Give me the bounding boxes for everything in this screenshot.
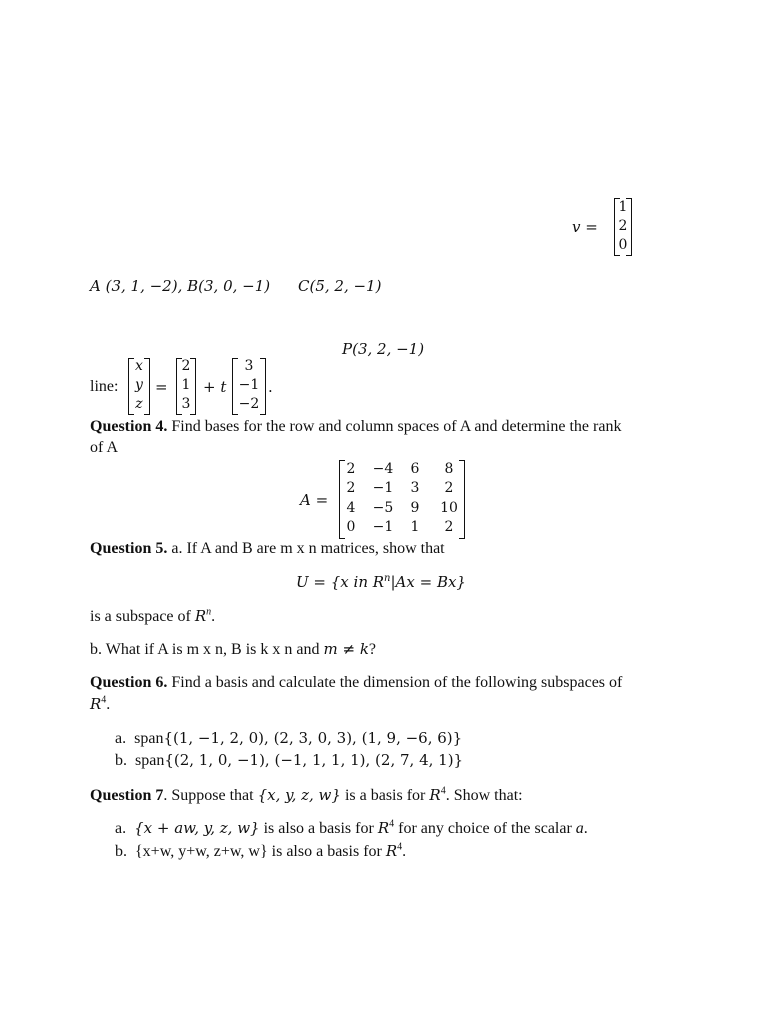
vector-v-label: v = [572,218,598,236]
points-ab: A (3, 1, −2), B(3, 0, −1) [90,277,271,295]
line-point-entry: 3 [181,396,191,412]
matrix-a-cell: 6 [410,461,420,477]
matrix-a-cell: −1 [372,480,394,496]
point-c: C(5, 2, −1) [298,277,382,295]
line-equals: = [155,378,168,396]
line-dir-entry: 3 [244,358,254,374]
vector-v-entry: 2 [618,218,628,234]
line-point-entry: 2 [181,358,191,374]
matrix-a-cell: −4 [372,461,394,477]
matrix-a-cell: 2 [346,461,356,477]
question-6-text: Question 6. Find a basis and calculate the dimension of the following subspaces of [90,674,623,691]
line-point-vector [176,358,196,415]
line-xyz-entry: z [135,396,143,412]
question-4-text: Question 4. Find bases for the row and column spaces of A and determine the rank [90,418,622,435]
matrix-a-label: A = [300,491,329,509]
vector-v-matrix [614,198,632,256]
question-6-item-a: a. span{(1, −1, 2, 0), (2, 3, 0, 3), (1, 9, −6, 6)} [115,729,463,747]
set-u-equation: U = {x in $R^n|Ax = Bx$} [296,573,466,591]
matrix-a-cell: 9 [410,500,420,516]
matrix-a-cell: 8 [444,461,454,477]
matrix-a-cell: 1 [410,519,420,535]
matrix-a-cell: −5 [372,500,394,516]
question-4-text-cont: of A [90,439,118,456]
matrix-a-cell: 10 [440,500,458,516]
line-plus-t: + t [203,378,227,396]
question-5-text: Question 5. a. If A and B are m x n matrices, show that [90,540,445,557]
vector-v-entry: 1 [618,199,628,215]
line-end: . [268,378,273,396]
matrix-a-cell: 2 [444,480,454,496]
vector-v-entry: 0 [618,237,628,253]
question-6-title: Question 6. [90,674,168,691]
line-point-entry: 1 [181,377,191,393]
question-7-title: Question 7 [90,787,164,804]
line-direction-vector [232,358,266,415]
matrix-a-cell: 3 [410,480,420,496]
line-xyz-entry: y [135,377,143,393]
matrix-a-cell: 4 [346,500,356,516]
matrix-a-cell: 2 [444,519,454,535]
matrix-a-cell: 2 [346,480,356,496]
question-7-item-b: b. {x+w, y+w, z+w, w} is also a basis for $R^4$. [115,841,407,860]
question-5b-text: b. What if A is m x n, B is k x n and m ≠ k? [90,640,377,658]
matrix-a [339,460,465,539]
line-xyz-entry: x [135,358,143,374]
line-prefix: line: [90,378,119,395]
question-7-text: Question 7. Suppose that {x, y, z, w} is a basis for $R^4$. Show that: [90,785,523,804]
line-xyz-vector [128,358,150,415]
line-dir-entry: −2 [238,396,260,412]
question-7-item-a: a. {x + aw, y, z, w} is also a basis for $R^4$ for any choice of the scalar a. [115,818,588,837]
point-p: P(3, 2, −1) [342,340,425,358]
question-4-title: Question 4. [90,418,168,435]
question-5-title: Question 5. [90,540,168,557]
matrix-a-cell: 0 [346,519,356,535]
question-6-item-b: b. span{(2, 1, 0, −1), (−1, 1, 1, 1), (2, 7, 4, 1)} [115,751,464,769]
line-dir-entry: −1 [238,377,260,393]
subspace-statement: is a subspace of $R^n$. [90,606,216,625]
matrix-a-cell: −1 [372,519,394,535]
question-6-space: $R^4$. [90,694,111,713]
